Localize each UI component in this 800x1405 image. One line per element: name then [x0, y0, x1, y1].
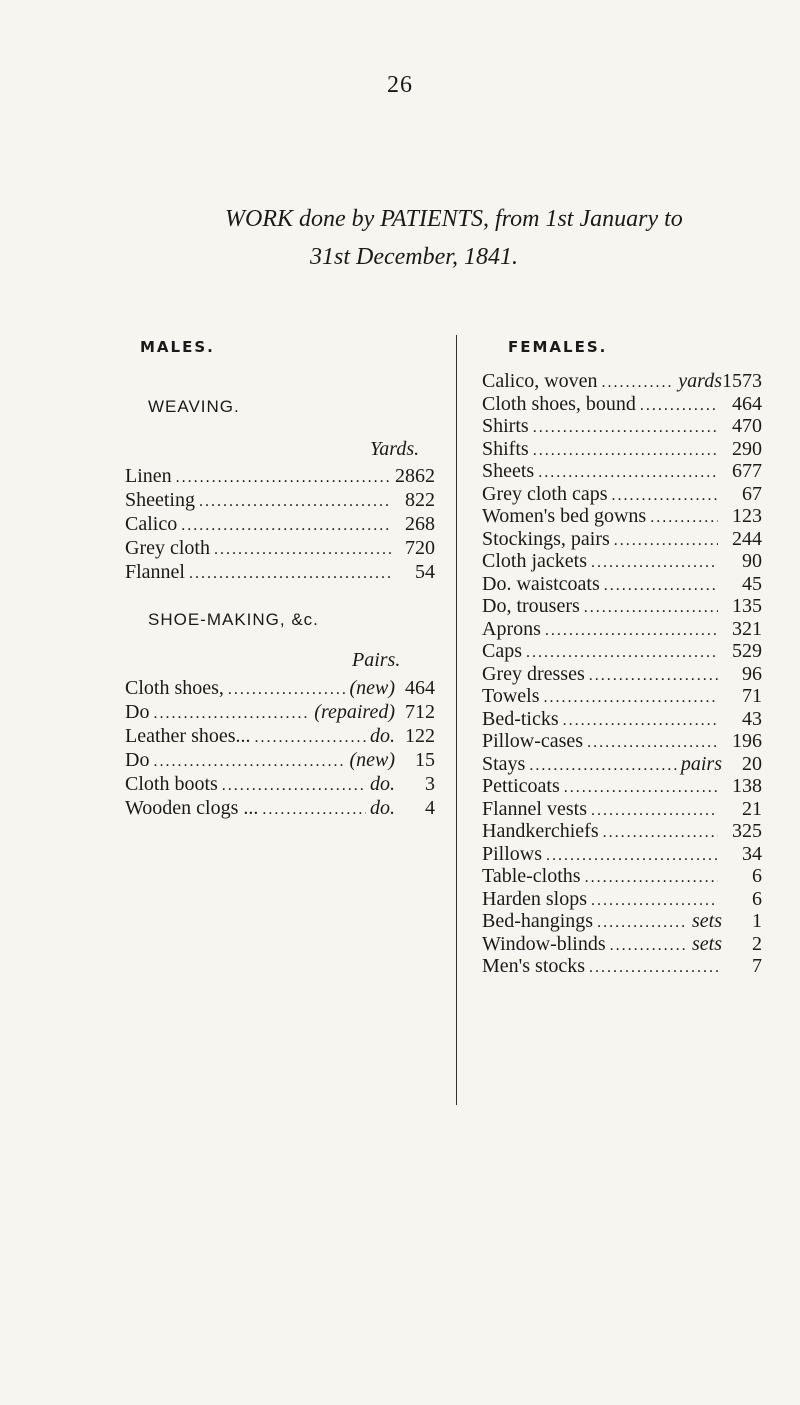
- item-note: do.: [370, 797, 395, 819]
- list-item: [125, 796, 435, 820]
- list-item: [125, 748, 435, 772]
- title-line-2: 31st December, 1841.: [310, 244, 518, 270]
- list-item: [482, 730, 762, 753]
- list-item: [482, 933, 762, 956]
- weaving-list: [125, 464, 435, 584]
- item-label: Window-blinds: [482, 932, 606, 955]
- item-note: pairs: [680, 752, 722, 775]
- page-number: 26: [387, 72, 413, 98]
- list-item: [482, 370, 762, 393]
- item-label: Bed-ticks: [482, 707, 559, 730]
- item-value: 712: [405, 701, 435, 723]
- item-label: Stays: [482, 752, 526, 775]
- leader-dots: [153, 702, 310, 726]
- item-label: Wooden clogs ...: [125, 797, 259, 819]
- list-item: [482, 460, 762, 483]
- item-label: Table-cloths: [482, 865, 581, 887]
- item-value: 34: [742, 842, 762, 865]
- leader-dots: [589, 957, 718, 980]
- leader-dots: [533, 440, 718, 463]
- item-label: Men's stocks: [482, 955, 586, 977]
- item-value: 138: [732, 775, 762, 797]
- shoemaking-list: [125, 676, 435, 820]
- item-label: Grey cloth caps: [482, 482, 608, 505]
- item-value: 1: [752, 910, 762, 932]
- item-value: 321: [732, 617, 762, 640]
- item-note: (repaired): [314, 701, 395, 723]
- item-value: 677: [732, 460, 762, 482]
- item-value: 71: [742, 685, 762, 707]
- list-item: [482, 505, 762, 528]
- item-note: yards: [678, 370, 722, 392]
- females-heading: FEMALES.: [508, 338, 608, 356]
- leader-dots: [597, 912, 688, 935]
- item-label: Sheeting: [125, 489, 195, 511]
- list-item: [482, 618, 762, 641]
- item-value: 325: [732, 820, 762, 842]
- leader-dots: [538, 462, 718, 485]
- item-label: Towels: [482, 685, 540, 707]
- list-item: [482, 910, 762, 933]
- leader-dots: [585, 867, 718, 890]
- item-note: (new): [349, 749, 395, 771]
- list-item: [482, 753, 762, 776]
- item-label: Calico, woven: [482, 370, 598, 392]
- females-list: [482, 370, 762, 978]
- list-item: [482, 528, 762, 551]
- item-label: Do. waistcoats: [482, 572, 600, 595]
- list-item: [125, 700, 435, 724]
- leader-dots: [650, 507, 718, 530]
- item-label: Calico: [125, 513, 178, 535]
- leader-dots: [612, 485, 718, 508]
- leader-dots: [591, 890, 718, 913]
- item-label: Harden slops: [482, 887, 587, 910]
- list-item: [125, 464, 435, 488]
- item-label: Petticoats: [482, 775, 560, 797]
- leader-dots: [564, 777, 718, 800]
- leader-dots: [614, 530, 718, 553]
- title-line-1: WORK done by PATIENTS, from 1st January to: [225, 206, 683, 232]
- page-title: [225, 200, 800, 276]
- item-label: Flannel vests: [482, 797, 587, 820]
- item-label: Aprons: [482, 617, 541, 640]
- shoemaking-heading: SHOE-MAKING, &c.: [148, 610, 319, 629]
- list-item: [482, 393, 762, 416]
- item-label: Women's bed gowns: [482, 505, 647, 527]
- leader-dots: [526, 642, 718, 665]
- item-value: 3: [425, 773, 435, 795]
- list-item: [482, 798, 762, 821]
- leader-dots: [602, 372, 675, 395]
- list-item: [125, 676, 435, 700]
- item-label: Shifts: [482, 437, 529, 460]
- column-divider: [456, 335, 457, 1105]
- list-item: [482, 865, 762, 888]
- item-label: Sheets: [482, 460, 535, 482]
- item-note: sets: [692, 910, 722, 932]
- item-value: 96: [742, 662, 762, 685]
- leader-dots: [546, 845, 718, 868]
- leader-dots: [591, 552, 718, 575]
- leader-dots: [262, 798, 366, 822]
- males-heading: MALES.: [140, 338, 215, 356]
- item-value: 290: [732, 437, 762, 460]
- item-value: 196: [732, 730, 762, 752]
- leader-dots: [228, 678, 346, 702]
- item-label: Pillows: [482, 842, 543, 865]
- item-label: Flannel: [125, 561, 185, 583]
- leader-dots: [255, 726, 366, 750]
- item-value: 43: [742, 707, 762, 730]
- item-value: 268: [405, 513, 435, 535]
- item-value: 90: [742, 550, 762, 572]
- item-note: do.: [370, 725, 395, 747]
- leader-dots: [181, 514, 391, 538]
- item-label: Caps: [482, 640, 522, 662]
- leader-dots: [587, 732, 718, 755]
- item-note: sets: [692, 932, 722, 955]
- item-label: Grey dresses: [482, 662, 585, 685]
- item-label: Do: [125, 749, 150, 771]
- list-item: [482, 438, 762, 461]
- item-label: Leather shoes...: [125, 725, 251, 747]
- weaving-unit: Yards.: [370, 438, 420, 460]
- list-item: [482, 595, 762, 618]
- item-label: Cloth shoes,: [125, 677, 224, 699]
- item-label: Do: [125, 701, 150, 723]
- leader-dots: [214, 538, 391, 562]
- item-label: Cloth shoes, bound: [482, 392, 636, 415]
- list-item: [482, 685, 762, 708]
- list-item: [125, 560, 435, 584]
- item-label: Stockings, pairs: [482, 527, 610, 550]
- leader-dots: [222, 774, 366, 798]
- list-item: [482, 955, 762, 978]
- item-value: 6: [752, 865, 762, 887]
- item-label: Handkerchiefs: [482, 820, 599, 842]
- item-value: 7: [752, 955, 762, 977]
- item-value: 470: [732, 415, 762, 437]
- weaving-heading: WEAVING.: [148, 397, 240, 416]
- leader-dots: [529, 755, 677, 778]
- item-label: Grey cloth: [125, 537, 210, 559]
- list-item: [482, 820, 762, 843]
- item-label: Cloth boots: [125, 773, 218, 795]
- leader-dots: [545, 620, 718, 643]
- list-item: [482, 843, 762, 866]
- item-value: 20: [742, 752, 762, 775]
- list-item: [482, 888, 762, 911]
- item-label: Cloth jackets: [482, 550, 587, 572]
- item-value: 822: [405, 489, 435, 511]
- item-value: 2: [752, 932, 762, 955]
- leader-dots: [563, 710, 718, 733]
- shoemaking-unit: Pairs.: [352, 649, 401, 671]
- list-item: [482, 483, 762, 506]
- item-label: Linen: [125, 465, 172, 487]
- item-value: 244: [732, 527, 762, 550]
- item-value: 2862: [395, 465, 435, 487]
- leader-dots: [589, 665, 718, 688]
- leader-dots: [604, 575, 718, 598]
- list-item: [125, 488, 435, 512]
- list-item: [482, 573, 762, 596]
- item-value: 123: [732, 505, 762, 527]
- leader-dots: [610, 935, 688, 958]
- list-item: [482, 663, 762, 686]
- leader-dots: [591, 800, 718, 823]
- item-value: 67: [742, 482, 762, 505]
- list-item: [125, 536, 435, 560]
- item-value: 4: [425, 797, 435, 819]
- list-item: [482, 640, 762, 663]
- item-value: 135: [732, 595, 762, 617]
- item-value: 122: [405, 725, 435, 747]
- leader-dots: [533, 417, 718, 440]
- item-value: 6: [752, 887, 762, 910]
- list-item: [482, 708, 762, 731]
- leader-dots: [189, 562, 391, 586]
- list-item: [125, 724, 435, 748]
- item-value: 464: [405, 677, 435, 699]
- leader-dots: [584, 597, 718, 620]
- list-item: [482, 550, 762, 573]
- leader-dots: [176, 466, 391, 490]
- item-value: 720: [405, 537, 435, 559]
- item-value: 529: [732, 640, 762, 662]
- item-label: Pillow-cases: [482, 730, 584, 752]
- leader-dots: [153, 750, 345, 774]
- item-value: 21: [742, 797, 762, 820]
- list-item: [125, 772, 435, 796]
- list-item: [482, 415, 762, 438]
- item-value: 54: [415, 561, 435, 583]
- list-item: [482, 775, 762, 798]
- item-value: 15: [415, 749, 435, 771]
- leader-dots: [640, 395, 718, 418]
- leader-dots: [543, 687, 718, 710]
- item-value: 464: [732, 392, 762, 415]
- item-note: do.: [370, 773, 395, 795]
- item-value: 45: [742, 572, 762, 595]
- item-value: 1573: [722, 370, 762, 392]
- item-note: (new): [349, 677, 395, 699]
- item-label: Shirts: [482, 415, 529, 437]
- leader-dots: [199, 490, 391, 514]
- list-item: [125, 512, 435, 536]
- item-label: Bed-hangings: [482, 910, 594, 932]
- item-label: Do, trousers: [482, 595, 580, 617]
- leader-dots: [603, 822, 718, 845]
